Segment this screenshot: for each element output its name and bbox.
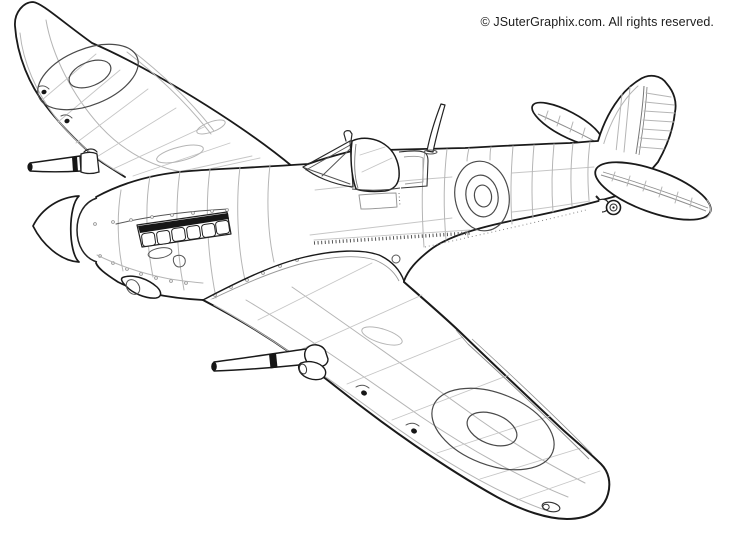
- copyright-notice: © JSuterGraphix.com. All rights reserved.: [480, 15, 714, 29]
- starboard-cannon-muzzle: [211, 362, 217, 371]
- canopy-hood: [351, 138, 399, 191]
- aerial-mast: [424, 104, 445, 154]
- rear-view-mirror: [344, 131, 352, 141]
- starboard-wing-cannon: [211, 345, 328, 380]
- port-wing-cannon: [27, 149, 99, 174]
- port-wing: [15, 2, 293, 177]
- starboard-wing: [203, 263, 609, 519]
- port-cannon-muzzle: [27, 163, 32, 171]
